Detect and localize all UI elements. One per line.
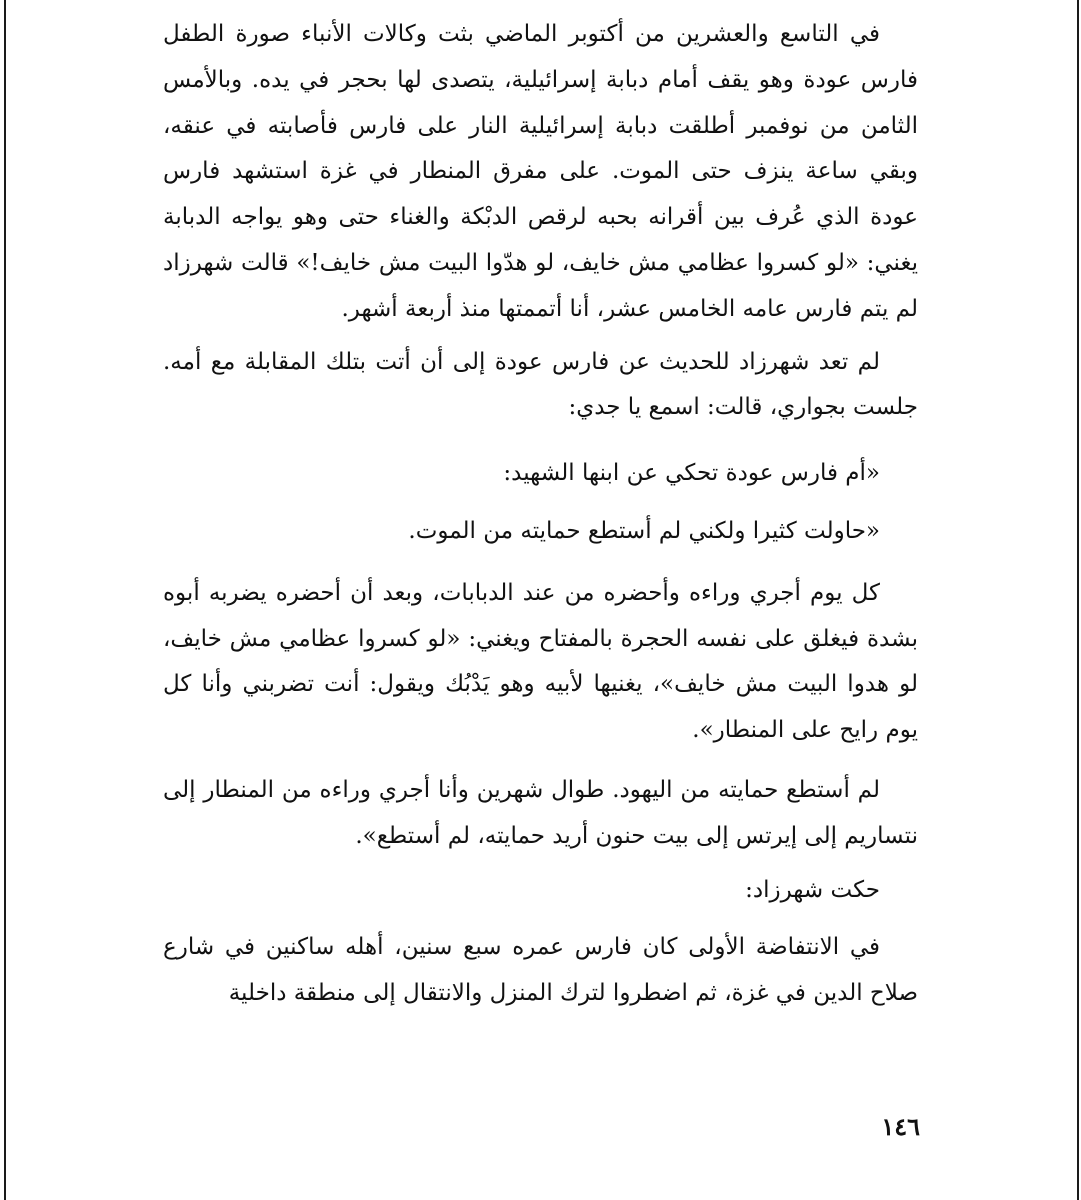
paragraph-7: حكت شهرزاد: <box>745 876 880 903</box>
paragraph-6: لم أستطع حمايته من اليهود. طوال شهرين وأنا أجري وراءه من المنطار إلى نتساريم إلى إيرتس إلى بيت حنون أريد حمايته، لم أستطع». <box>163 776 918 849</box>
paragraph-1: في التاسع والعشرين من أكتوبر الماضي بثت وكالات الأنباء صورة الطفل فارس عودة وهو يقف أمام دبابة إسرائيلية، يتصدى لها بحجر في يده. وبالأمس الثامن من نوفمبر أطلقت دبابة إسرائيلية النار على فارس فأصابته في عنقه، وبقي ساعة ينزف حتى الموت. على مفرق المنطار في غزة استشهد فارس عودة الذي عُرف بين أقرانه بحبه لرقص الدبْكة والغناء حتى وهو يواجه الدبابة يغني: «لو كسروا عظامي مش خايف، لو هدّوا البيت مش خايف!» قالت شهرزاد لم يتم فارس عامه الخامس عشر، أنا أتممتها منذ أربعة أشهر. <box>163 21 918 322</box>
paragraph-3: «أم فارس عودة تحكي عن ابنها الشهيد: <box>503 460 880 487</box>
paragraph-8: في الانتفاضة الأولى كان فارس عمره سبع سنين، أهله ساكنين في شارع صلاح الدين في غزة، ثم اضطروا لترك المنزل والانتقال إلى منطقة داخلية <box>163 934 918 1007</box>
page-number: ١٤٦ <box>881 1112 920 1141</box>
paragraph-5: كل يوم أجري وراءه وأحضره من عند الدبابات، وبعد أن أحضره يضربه أبوه بشدة فيغلق على نفسه الحجرة بالمفتاح ويغني: «لو كسروا عظامي مش خايف، لو هدوا البيت مش خايف»، يغنيها لأبيه وهو يَدْبُك ويقول: أنت تضربني وأنا كل يوم رايح على المنطار». <box>163 579 918 744</box>
page-edge-right <box>1077 0 1079 1200</box>
paragraph-2: لم تعد شهرزاد للحديث عن فارس عودة إلى أن أتت بتلك المقابلة مع أمه. جلست بجواري، قالت: اسمع يا جدي: <box>163 348 918 421</box>
page-edge-left <box>4 0 6 1200</box>
book-page-body <box>163 12 918 1017</box>
paragraph-4: «حاولت كثيرا ولكني لم أستطع حمايته من الموت. <box>408 517 880 544</box>
